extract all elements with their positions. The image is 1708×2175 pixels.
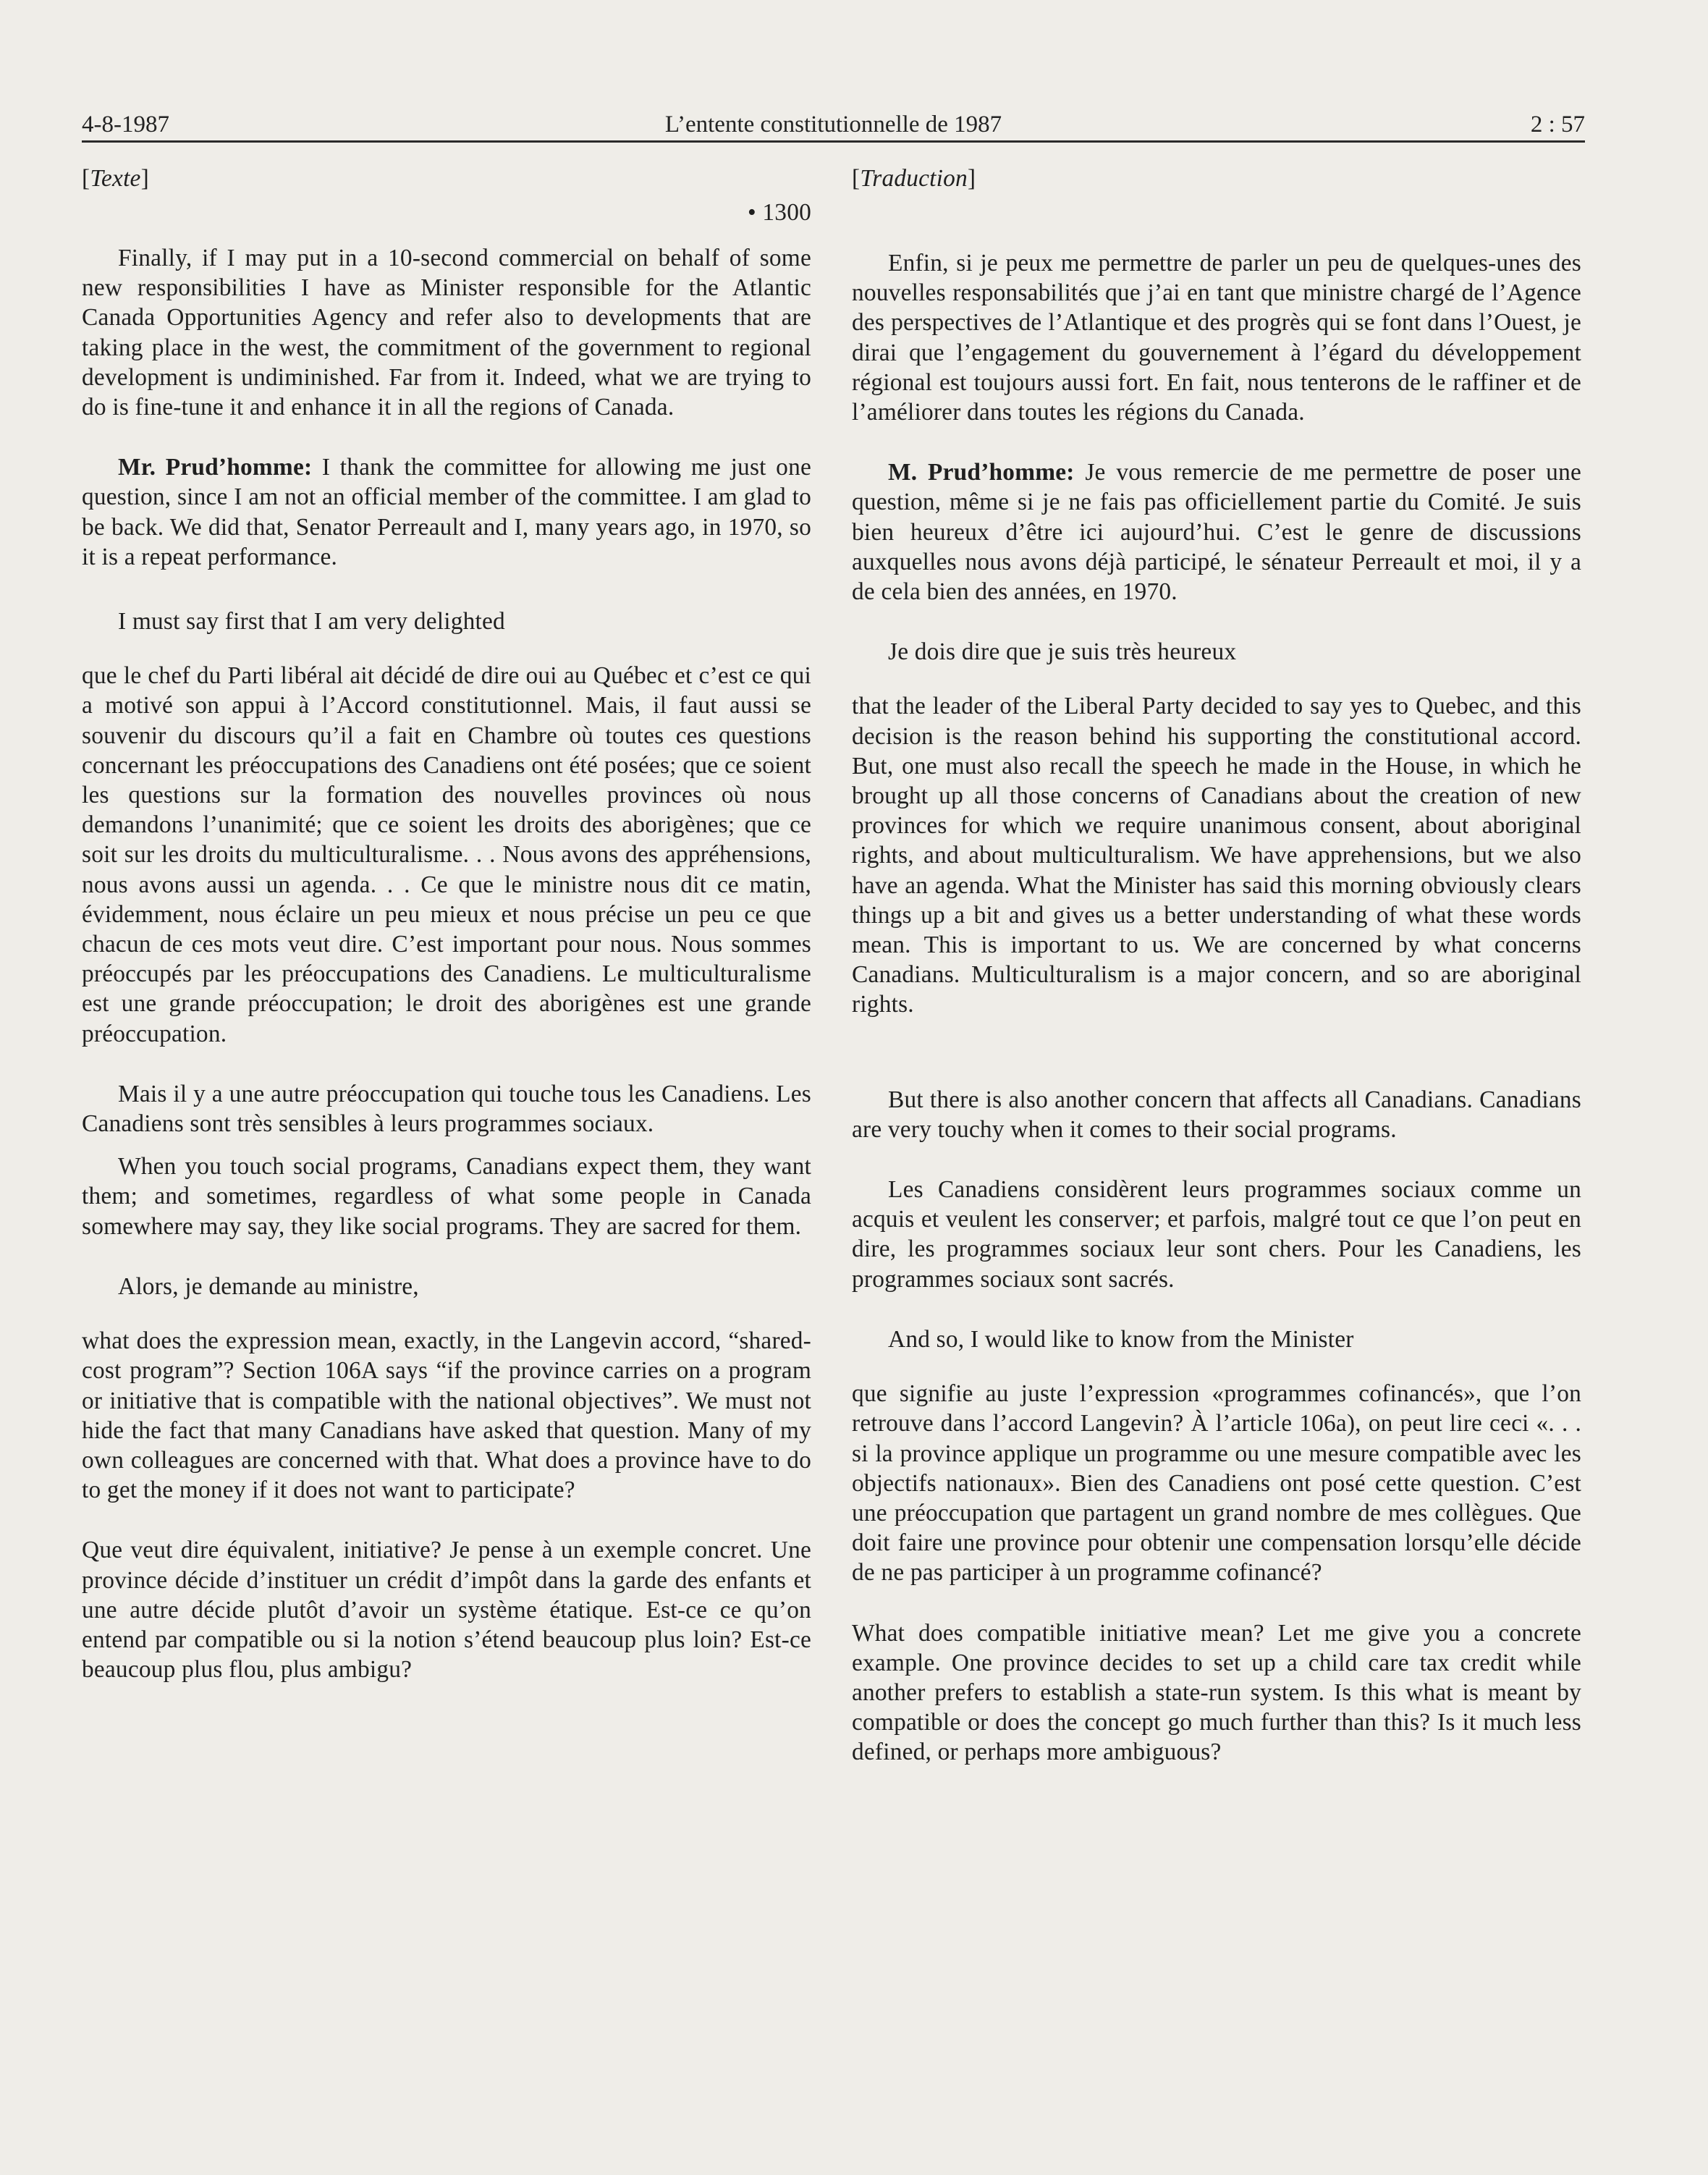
left-label-text: Texte <box>90 165 141 192</box>
right-spacer <box>852 198 1581 248</box>
page-header <box>82 109 1585 140</box>
header-page-number: 2 : 57 <box>1530 111 1585 138</box>
left-paragraph-9: Que veut dire équivalent, initiative? Je pense à un exemple concret. Une province décide d’instituer un crédit d’impôt dans la garde des enfants et une autre décide plutôt d’avoir un système étatique. Est-ce ce qu’on entend par compatible ou si la notion s’étend beaucoup plus loin? Est-ce beaucoup plus flou, plus ambigu? <box>82 1537 811 1684</box>
right-label-text: Traduction <box>860 165 968 192</box>
right-paragraph-2 <box>852 457 1581 607</box>
time-marker: • 1300 <box>747 199 811 226</box>
left-paragraph-2 <box>82 452 811 572</box>
right-paragraph-3: Je dois dire que je suis très heureux <box>888 638 1237 666</box>
left-paragraph-8: what does the expression mean, exactly, in the Langevin accord, “shared-cost program”? Section 106A says “if the province carries on a program or initiative that is compatible with the national objectives”. We must not hide the fact that many Canadians have asked that question. Many of my own colleagues are concerned with that. What does a province have to do to get the money if it does not want to participate? <box>82 1327 811 1504</box>
left-paragraph-1: Finally, if I may put in a 10-second commercial on behalf of some new responsibilities I have as Minister responsible for the Atlantic Canada Opportunities Agency and refer also to developments that are taking place in the west, the commitment of the government to regional development is undiminished. Far from it. Indeed, what we are trying to do is fine-tune it and enhance it in all the regions of Canada. <box>82 245 811 421</box>
right-paragraph-9: What does compatible initiative mean? Let me give you a concrete example. One province decides to set up a child care tax credit while another prefers to establish a state-run system. Is this what is meant by compatible or does the concept go much further than this? Is it much less defined, or perhaps more ambiguous? <box>852 1619 1581 1766</box>
right-speaker: M. Prud’homme: <box>888 459 1075 486</box>
left-speaker: Mr. Prud’homme: <box>118 454 313 481</box>
right-paragraph-6: Les Canadiens considèrent leurs programmes sociaux comme un acquis et veulent les conserver; et parfois, malgré tout ce que l’on peut en dire, les programmes sociaux leur sont chers. Pour les Canadiens, les programmes sociaux sont sacrés. <box>852 1176 1581 1293</box>
header-title: L’entente constitutionnelle de 1987 <box>664 111 1002 138</box>
right-paragraph-8: que signifie au juste l’expression «programmes cofinancés», que l’on retrouve dans l’accord Langevin? À l’article 106a), on peut lire ceci «. . . si la province applique un programme ou une mesure compatible avec les objectifs nationaux». Bien des Canadiens ont posé cette question. C’est une préoccupation que partagent un grand nombre de mes collègues. Que doit faire une province pour obtenir une compensation lorsqu’elle décide de ne pas participer à un programme cofinancé? <box>852 1380 1581 1587</box>
right-paragraph-7: And so, I would like to know from the Minister <box>888 1325 1354 1353</box>
left-paragraph-2-text: I thank the committee for allowing me just one question, since I am not an official member of the committee. I am glad to be back. We did that, Senator Perreault and I, many years ago, in 1970, so it is a repeat performance. <box>82 454 811 570</box>
right-paragraph-2-text: Je vous remercie de me permettre de poser une question, même si je ne fais pas officiellement partie du Comité. Je suis bien heureux d’être ici aujourd’hui. C’est le genre de discussions auxquelles nous avons déjà participé, le sénateur Perreault et moi, il y a de cela bien des années, en 1970. <box>852 459 1581 606</box>
left-paragraph-6: When you touch social programs, Canadians expect them, they want them; and sometimes, regardless of what some people in Canada somewhere may say, they like social programs. They are sacred for them. <box>82 1153 811 1240</box>
header-date: 4-8-1987 <box>82 111 169 138</box>
right-column-label: [Traduction] <box>852 165 976 192</box>
right-column <box>852 164 1581 1781</box>
left-paragraph-4: que le chef du Parti libéral ait décidé de dire oui au Québec et c’est ce qui a motivé son appui à l’Accord constitutionnel. Mais, il faut aussi se souvenir du discours qu’il a fait en Chambre où toutes ces questions concernant les préoccupations des Canadiens ont été posées; que ce soient les questions sur la formation des nouvelles provinces où nous demandons l’unanimité; que ce soient les droits des aborigènes; que ce soit sur les droits du multiculturalisme. . . Nous avons des appréhensions, nous avons aussi un agenda. . . Ce que le ministre nous dit ce matin, évidemment, nous éclaire un peu mieux et nous précise un peu ce que chacun de ces mots veut dire. C’est important pour nous. Nous sommes préoccupés par les préoccupations des Canadiens. Le multiculturalisme est une grande préoccupation; le droit des aborigènes est une grande préoccupation. <box>82 662 811 1047</box>
left-column <box>82 164 811 1697</box>
left-paragraph-3: I must say first that I am very delighted <box>118 608 505 635</box>
left-paragraph-7: Alors, je demande au ministre, <box>118 1272 419 1300</box>
header-rule <box>82 140 1585 143</box>
left-paragraph-5: Mais il y a une autre préoccupation qui touche tous les Canadiens. Les Canadiens sont très sensibles à leurs programmes sociaux. <box>82 1080 811 1138</box>
right-paragraph-5: But there is also another concern that affects all Canadians. Canadians are very touchy when it comes to their social programs. <box>852 1086 1581 1143</box>
right-paragraph-1: Enfin, si je peux me permettre de parler un peu de quelques-unes des nouvelles responsabilités que j’ai en tant que ministre chargé de l’Agence des perspectives de l’Atlantique et des progrès qui se font dans l’Ouest, je dirai que l’engagement du gouvernement à l’égard du développement régional est toujours aussi fort. En fait, nous tenterons de le raffiner et de l’améliorer dans toutes les régions du Canada. <box>852 250 1581 426</box>
left-column-label: [Texte] <box>82 165 149 192</box>
right-paragraph-4: that the leader of the Liberal Party decided to say yes to Quebec, and this decision is the reason behind his supporting the constitutional accord. But, one must also recall the speech he made in the House, in which he brought up all those concerns of Canadians about the creation of new provinces for which we require unanimous consent, about aboriginal rights, and about multiculturalism. We have apprehensions, but we also have an agenda. What the Minister has said this morning obviously clears things up a bit and gives us a better understanding of what these words mean. This is important to us. We are concerned by what concerns Canadians. Multiculturalism is a major concern, and so are aboriginal rights. <box>852 693 1581 1018</box>
